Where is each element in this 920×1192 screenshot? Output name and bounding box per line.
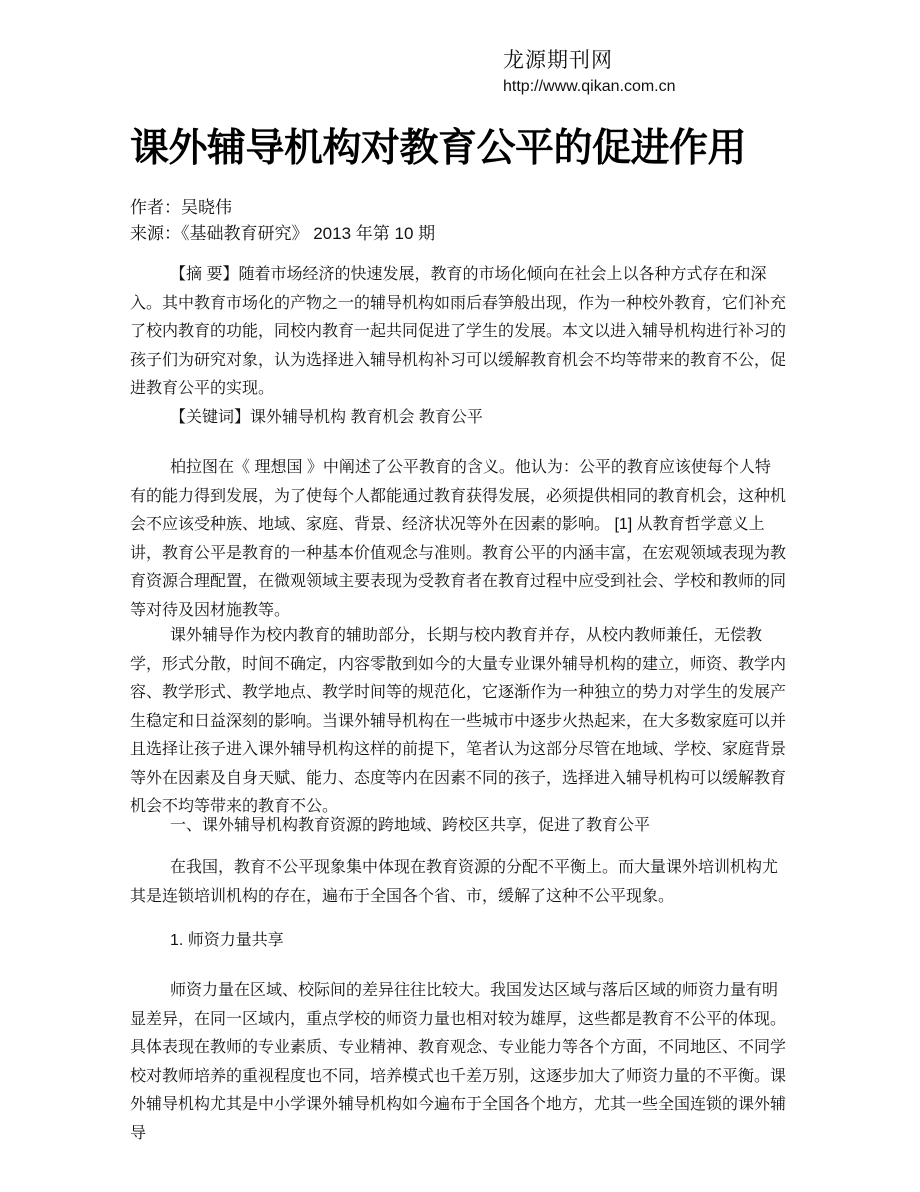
site-name: 龙源期刊网 <box>503 49 613 72</box>
author-line: 作者：吴晓伟 <box>130 198 232 217</box>
subsection-1-paragraph: 师资力量在区域、校际间的差异往往比较大。我国发达区域与落后区域的师资力量有明显差异，在同一区域内，重点学校的师资力量也相对较为雄厚，这些都是教育不公平的体现。具体表现在教师的专业素质、专业精神、教育观念、专业能力等各个方面，不同地区、不同学校对教师培养的重视程度也不同，培养模式也千差万别，这逐步加大了师资力量的不平衡。课外辅导机构尤其是中小学课外辅导机构如今遍布于全国各个地方，尤其一些全国连锁的课外辅导 <box>130 982 787 1142</box>
section-1-heading: 一、课外辅导机构教育资源的跨地域、跨校区共享，促进了教育公平 <box>170 817 651 834</box>
site-url: http://www.qikan.com.cn <box>503 78 676 95</box>
abstract-paragraph: 【摘 要】随着市场经济的快速发展，教育的市场化倾向在社会上以各种方式存在和深入。其中教育市场化的产物之一的辅导机构如雨后春笋般出现，作为一种校外教育，它们补充了校内教育的功能，同校内教育一起共同促进了学生的发展。本文以进入辅导机构进行补习的孩子们为研究对象，认为选择进入辅导机构补习可以缓解教育机会不均等带来的教育不公，促进教育公平的实现。 <box>130 266 787 397</box>
source-line: 来源：《基础教育研究》 2013 年第 10 期 <box>130 224 436 243</box>
site-header <box>503 48 676 97</box>
body-paragraph-1: 柏拉图在《 理想国 》中阐述了公平教育的含义。他认为：公平的教育应该使每个人特有的能力得到发展，为了使每个人都能通过教育获得发展，必须提供相同的教育机会，这种机会不应该受种族、地域、家庭、背景、经济状况等外在因素的影响。 [1] 从教育哲学意义上讲，教育公平是教育的一种基本价值观念与准则。教育公平的内涵丰富，在宏观领域表现为教育资源合理配置，在微观领域主要表现为受教育者在教育过程中应受到社会、学校和教师的同等对待及因材施教等。 <box>130 459 787 619</box>
keywords-line: 【关键词】课外辅导机构 教育机会 教育公平 <box>170 409 483 426</box>
body-paragraph-2: 课外辅导作为校内教育的辅助部分，长期与校内教育并存，从校内教师兼任，无偿教学，形式分散，时间不确定，内容零散到如今的大量专业课外辅导机构的建立，师资、教学内容、教学形式、教学地点、教学时间等的规范化，它逐渐作为一种独立的势力对学生的发展产生稳定和日益深刻的影响。当课外辅导机构在一些城市中逐步火热起来，在大多数家庭可以并且选择让孩子进入课外辅导机构这样的前提下，笔者认为这部分尽管在地域、学校、家庭背景等外在因素及自身天赋、能力、态度等内在因素不同的孩子，选择进入辅导机构可以缓解教育机会不均等带来的教育不公。 <box>130 627 787 815</box>
subsection-1-heading: 1. 师资力量共享 <box>170 932 284 949</box>
article-title: 课外辅导机构对教育公平的促进作用 <box>130 127 747 170</box>
section-1-paragraph: 在我国，教育不公平现象集中体现在教育资源的分配不平衡上。而大量课外培训机构尤其是连锁培训机构的存在，遍布于全国各个省、市，缓解了这种不公平现象。 <box>130 859 779 905</box>
